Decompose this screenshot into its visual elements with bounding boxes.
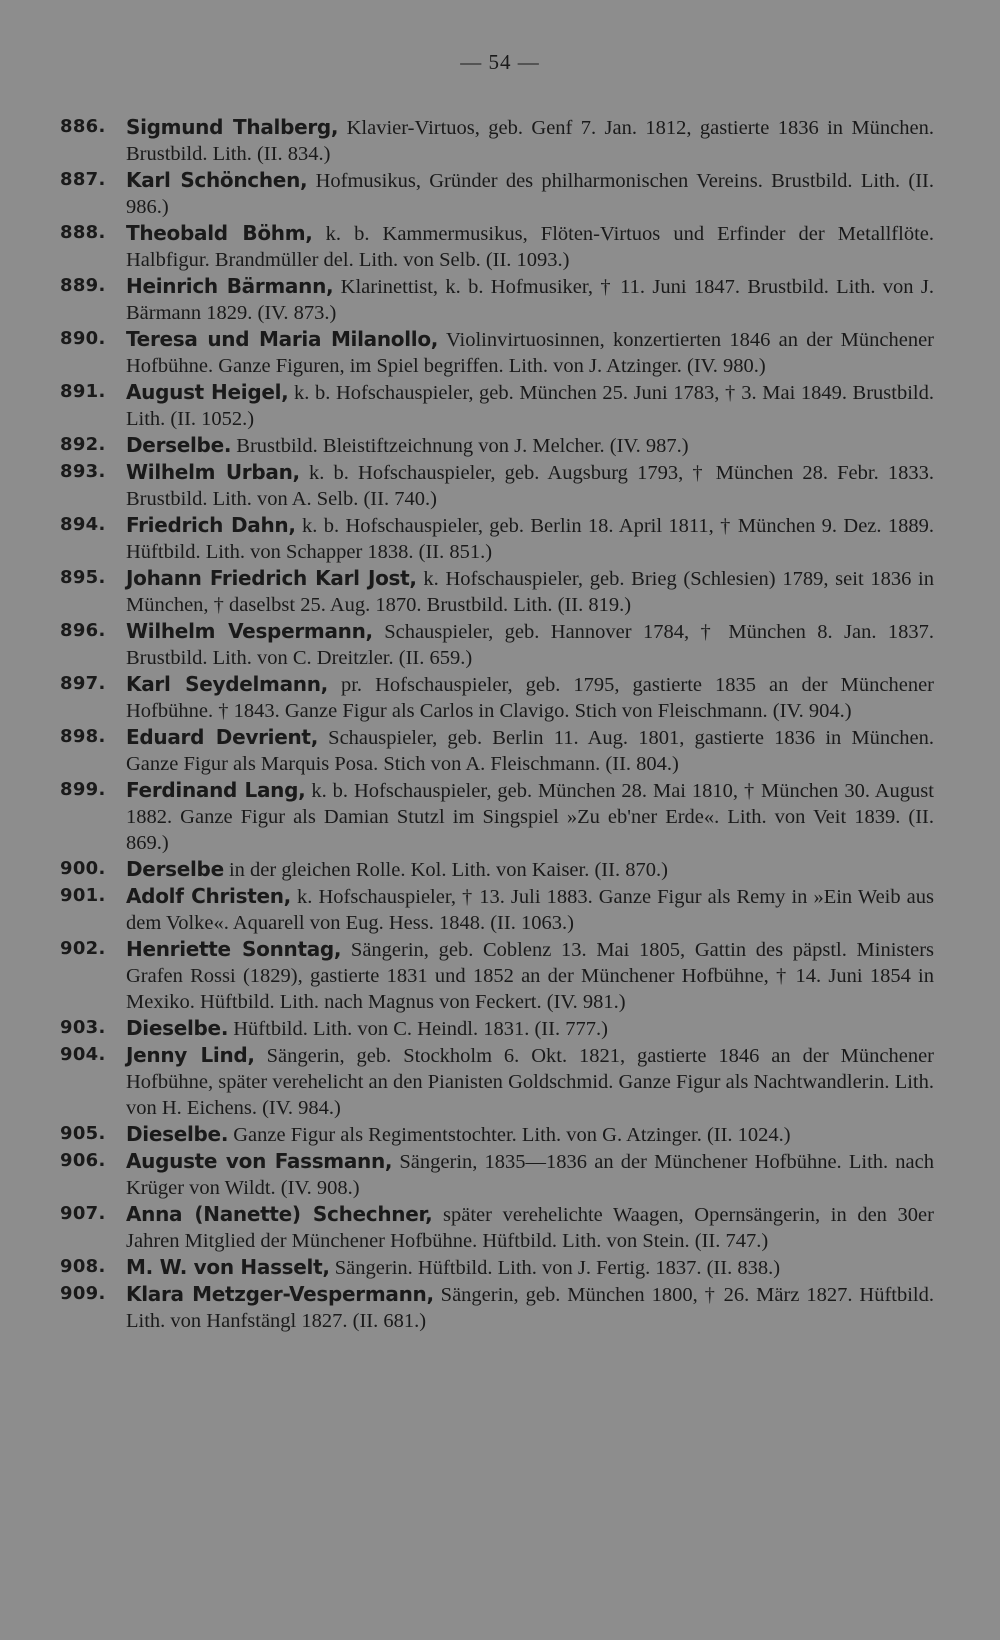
catalog-entry bbox=[60, 1201, 934, 1254]
entry-description: Schauspieler, geb. Berlin 11. Aug. 1801, gastierte 1836 in München. Ganze Figur als Marquis Posa. Stich von A. Fleischmann. (II. 804.) bbox=[126, 727, 934, 775]
catalog-entry bbox=[60, 936, 934, 1015]
entry-name: Karl Schönchen, bbox=[126, 168, 308, 192]
entry-description: Sängerin, geb. Coblenz 13. Mai 1805, Gattin des päpstl. Ministers Grafen Rossi (1829), gastierte 1831 und 1852 an der Münchener Hofbühne, † 14. Juni 1854 in Mexiko. Hüftbild. Lith. nach Magnus von Feckert. (IV. 981.) bbox=[126, 939, 934, 1013]
catalog-entry bbox=[60, 326, 934, 379]
entry-description: Sängerin. Hüftbild. Lith. von J. Fertig. 1837. (II. 838.) bbox=[329, 1257, 781, 1279]
entry-description: Violinvirtuosinnen, konzertierten 1846 an der Münchener Hofbühne. Ganze Figuren, im Spiel begriffen. Lith. von J. Atzinger. (IV. 980.) bbox=[126, 329, 934, 377]
entry-description: k. b. Hofschauspieler, geb. Berlin 18. April 1811, † München 9. Dez. 1889. Hüftbild. Lith. von Schapper 1838. (II. 851.) bbox=[126, 515, 934, 563]
entry-description: k. Hofschauspieler, † 13. Juli 1883. Ganze Figur als Remy in »Ein Weib aus dem Volke«. Aquarell von Eug. Hess. 1848. (II. 1063.) bbox=[126, 886, 934, 934]
entry-number: 890. bbox=[60, 328, 106, 349]
entry-name: Teresa und Maria Milanollo, bbox=[126, 327, 439, 351]
entry-number: 895. bbox=[60, 567, 106, 588]
entry-description: Sängerin, geb. Stockholm 6. Okt. 1821, gastierte 1846 an der Münchener Hofbühne, später verehelicht an den Pianisten Goldschmid. Ganze Figur als Nachtwandlerin. Lith. von H. Eichens. (IV. 984.) bbox=[126, 1045, 935, 1119]
entry-name: Wilhelm Urban, bbox=[126, 460, 300, 484]
entry-description: Hüftbild. Lith. von C. Heindl. 1831. (II. 777.) bbox=[228, 1018, 608, 1040]
entry-description: Ganze Figur als Regimentstochter. Lith. von G. Atzinger. (II. 1024.) bbox=[228, 1124, 791, 1146]
entry-name: Henriette Sonntag, bbox=[126, 937, 342, 961]
entry-name: Anna (Nanette) Schechner, bbox=[126, 1202, 433, 1226]
catalog-entry bbox=[60, 724, 934, 777]
entry-number: 904. bbox=[60, 1044, 106, 1065]
entry-name: M. W. von Hasselt, bbox=[126, 1255, 330, 1279]
entry-name: Derselbe bbox=[126, 857, 224, 881]
entry-number: 903. bbox=[60, 1017, 106, 1038]
entry-description: k. b. Hofschauspieler, geb. München 25. Juni 1783, † 3. Mai 1849. Brustbild. Lith. (II. 1052.) bbox=[126, 382, 934, 430]
entry-description: später verehelichte Waagen, Opernsängerin, in den 30er Jahren Mitglied der Münchener Hofbühne. Hüftbild. Lith. von Stein. (II. 747.) bbox=[126, 1204, 934, 1252]
entry-name: Ferdinand Lang, bbox=[126, 778, 306, 802]
entry-number: 892. bbox=[60, 434, 106, 455]
entry-description: k. b. Hofschauspieler, geb. München 28. Mai 1810, † München 30. August 1882. Ganze Figur als Damian Stutzl im Singspiel »Zu eb'ner Erde«. Lith. von Veit 1839. (II. 869.) bbox=[126, 780, 934, 854]
catalog-entry bbox=[60, 671, 934, 724]
entry-number: 908. bbox=[60, 1256, 106, 1277]
entry-number: 902. bbox=[60, 938, 106, 959]
entry-name: August Heigel, bbox=[126, 380, 289, 404]
catalog-entry bbox=[60, 1121, 934, 1148]
entry-name: Derselbe. bbox=[126, 433, 232, 457]
entry-description: Klarinettist, k. b. Hofmusiker, † 11. Juni 1847. Brustbild. Lith. von J. Bärmann 1829. (IV. 873.) bbox=[126, 276, 934, 324]
entry-name: Adolf Christen, bbox=[126, 884, 291, 908]
entry-description: Hofmusikus, Gründer des philharmonischen Vereins. Brustbild. Lith. (II. 986.) bbox=[126, 170, 934, 218]
catalog-entry bbox=[60, 1254, 934, 1281]
entry-name: Dieselbe. bbox=[126, 1122, 229, 1146]
entry-description: Sängerin, 1835—1836 an der Münchener Hofbühne. Lith. nach Krüger von Wildt. (IV. 908.) bbox=[126, 1151, 934, 1199]
entry-number: 887. bbox=[60, 169, 106, 190]
entry-name: Friedrich Dahn, bbox=[126, 513, 296, 537]
entry-list bbox=[0, 114, 1000, 1334]
entry-name: Eduard Devrient, bbox=[126, 725, 318, 749]
catalog-entry bbox=[60, 512, 934, 565]
entry-name: Heinrich Bärmann, bbox=[126, 274, 334, 298]
page-number: — 54 — bbox=[460, 50, 540, 74]
catalog-entry bbox=[60, 273, 934, 326]
catalog-entry bbox=[60, 777, 934, 856]
entry-number: 906. bbox=[60, 1150, 106, 1171]
entry-description: Sängerin, geb. München 1800, † 26. März 1827. Hüftbild. Lith. von Hanfstängl 1827. (II. 681.) bbox=[126, 1284, 934, 1332]
entry-number: 888. bbox=[60, 222, 106, 243]
entry-name: Auguste von Fassmann, bbox=[126, 1149, 393, 1173]
entry-name: Wilhelm Vespermann, bbox=[126, 619, 373, 643]
entry-description: pr. Hofschauspieler, geb. 1795, gastierte 1835 an der Münchener Hofbühne. † 1843. Ganze Figur als Carlos in Clavigo. Stich von Fleischmann. (IV. 904.) bbox=[126, 674, 934, 722]
entry-number: 898. bbox=[60, 726, 106, 747]
catalog-entry bbox=[60, 220, 934, 273]
catalog-entry bbox=[60, 618, 934, 671]
entry-number: 893. bbox=[60, 461, 106, 482]
entry-description: k. Hofschauspieler, geb. Brieg (Schlesien) 1789, seit 1836 in München, † daselbst 25. Aug. 1870. Brustbild. Lith. (II. 819.) bbox=[126, 568, 935, 616]
entry-description: Schauspieler, geb. Hannover 1784, † München 8. Jan. 1837. Brustbild. Lith. von C. Dreitzler. (II. 659.) bbox=[126, 621, 934, 669]
entry-description: in der gleichen Rolle. Kol. Lith. von Kaiser. (II. 870.) bbox=[223, 859, 668, 881]
catalog-entry bbox=[60, 1042, 935, 1121]
catalog-entry bbox=[60, 1281, 934, 1334]
catalog-entry bbox=[60, 856, 934, 883]
entry-name: Jenny Lind, bbox=[126, 1043, 255, 1067]
entry-number: 891. bbox=[60, 381, 106, 402]
entry-name: Johann Friedrich Karl Jost, bbox=[126, 566, 417, 590]
entry-number: 907. bbox=[60, 1203, 106, 1224]
entry-number: 900. bbox=[60, 858, 106, 879]
catalog-entry bbox=[60, 565, 935, 618]
entry-name: Sigmund Thalberg, bbox=[126, 115, 339, 139]
catalog-entry bbox=[60, 1148, 934, 1201]
catalog-entry bbox=[60, 883, 934, 936]
entry-number: 886. bbox=[60, 116, 106, 137]
entry-description: Klavier-Virtuos, geb. Genf 7. Jan. 1812, gastierte 1836 in München. Brustbild. Lith. (II. 834.) bbox=[126, 117, 934, 165]
catalog-entry bbox=[60, 432, 934, 459]
catalog-entry bbox=[60, 167, 934, 220]
entry-name: Theobald Böhm, bbox=[126, 221, 313, 245]
entry-number: 901. bbox=[60, 885, 106, 906]
entry-description: k. b. Hofschauspieler, geb. Augsburg 1793, † München 28. Febr. 1833. Brustbild. Lith. von A. Selb. (II. 740.) bbox=[126, 462, 934, 510]
entry-description: k. b. Kammermusikus, Flöten-Virtuos und Erfinder der Metallflöte. Halbfigur. Brandmüller del. Lith. von Selb. (II. 1093.) bbox=[126, 223, 934, 271]
entry-number: 899. bbox=[60, 779, 106, 800]
entry-description: Brustbild. Bleistiftzeichnung von J. Melcher. (IV. 987.) bbox=[231, 435, 689, 457]
entry-name: Klara Metzger-Vespermann, bbox=[126, 1282, 434, 1306]
entry-name: Karl Seydelmann, bbox=[126, 672, 328, 696]
entry-number: 909. bbox=[60, 1283, 106, 1304]
entry-name: Dieselbe. bbox=[126, 1016, 229, 1040]
entry-number: 905. bbox=[60, 1123, 106, 1144]
catalog-entry bbox=[60, 114, 934, 167]
entry-number: 889. bbox=[60, 275, 106, 296]
catalog-entry bbox=[60, 1015, 934, 1042]
entry-number: 897. bbox=[60, 673, 106, 694]
catalog-entry bbox=[60, 379, 934, 432]
entry-number: 896. bbox=[60, 620, 106, 641]
entry-number: 894. bbox=[60, 514, 106, 535]
catalog-entry bbox=[60, 459, 934, 512]
